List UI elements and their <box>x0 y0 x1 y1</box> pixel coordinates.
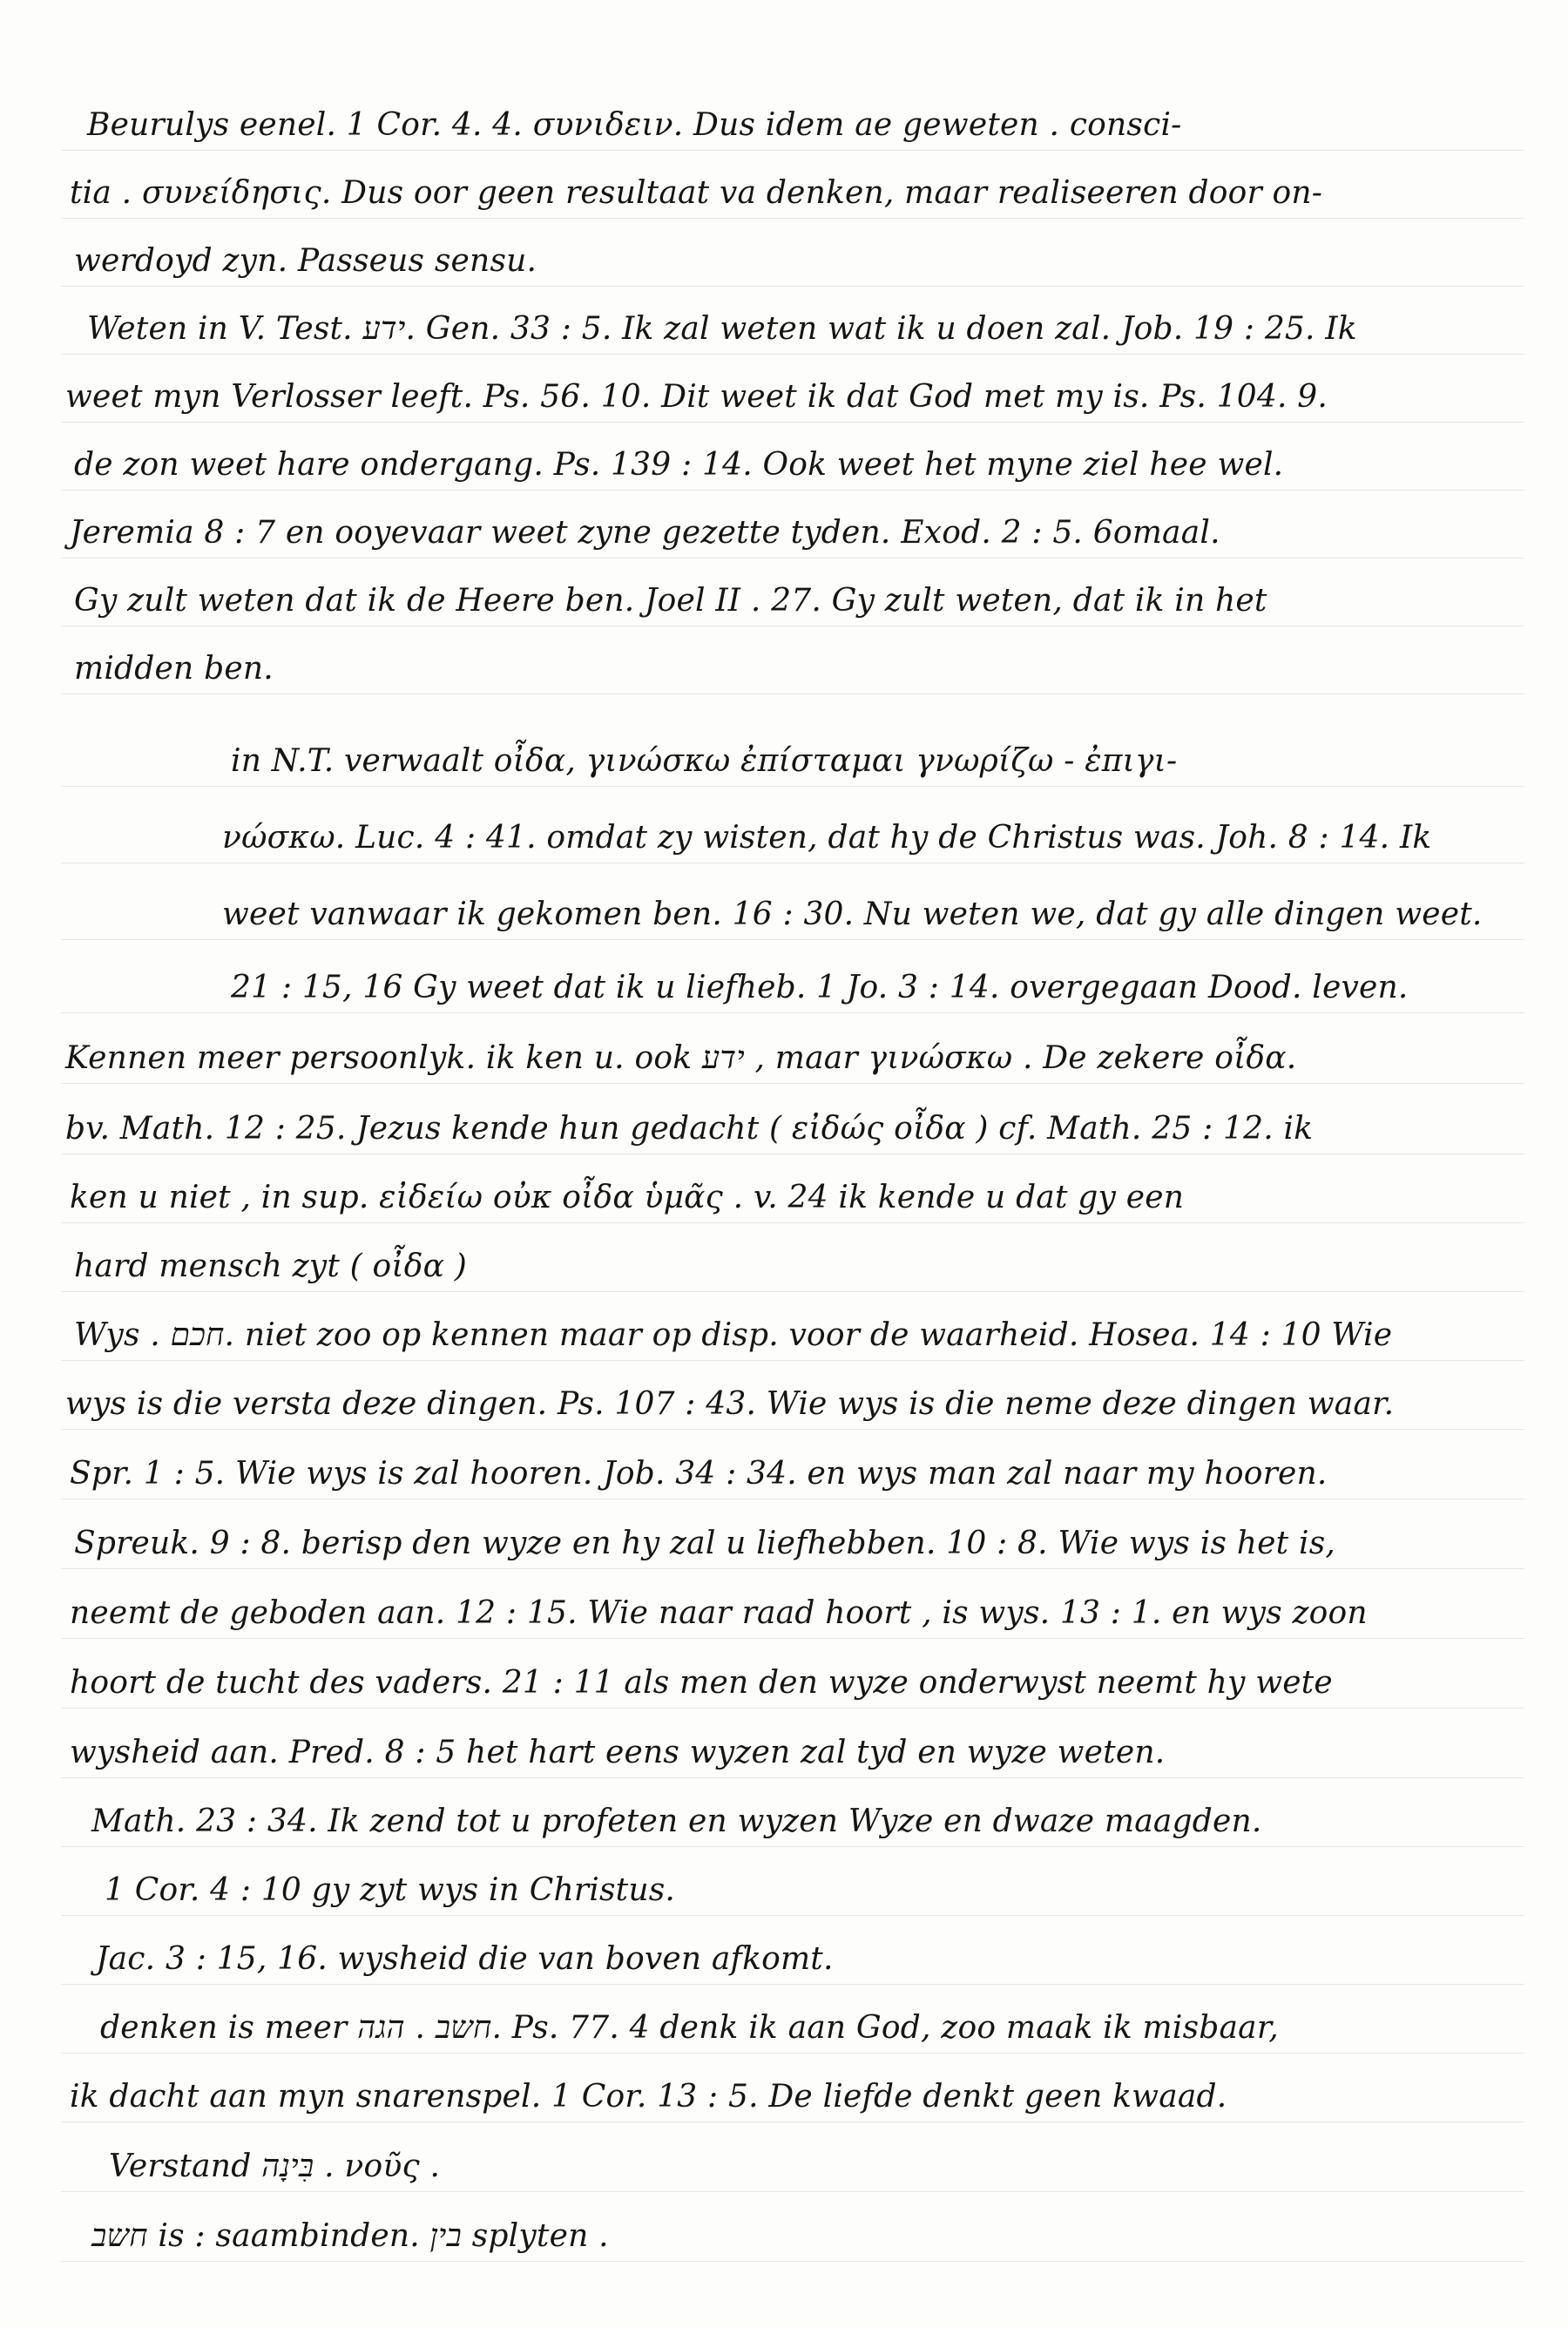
ruled-line <box>61 1429 1524 1430</box>
text-line: weet myn Verlosser leeft. Ps. 56. 10. Dit weet ik dat God met my is. Ps. 104. 9. <box>65 379 1328 415</box>
text-line: 1 Cor. 4 : 10 gy zyt wys in Christus. <box>105 1872 676 1908</box>
ruled-line <box>61 1222 1524 1223</box>
ruled-line <box>61 1638 1524 1639</box>
ruled-line <box>61 218 1524 219</box>
ruled-line <box>61 490 1524 491</box>
ruled-line <box>61 286 1524 287</box>
text-line: neemt de geboden aan. 12 : 15. Wie naar raad hoort , is wys. 13 : 1. en wys zoon <box>70 1595 1368 1631</box>
ruled-line <box>61 2261 1524 2262</box>
ruled-line <box>61 2053 1524 2054</box>
ruled-line <box>61 354 1524 355</box>
text-line: ik dacht aan myn snarenspel. 1 Cor. 13 : 5. De liefde denkt geen kwaad. <box>70 2079 1227 2115</box>
text-line: hoort de tucht des vaders. 21 : 11 als men den wyze onderwyst neemt hy wete <box>70 1665 1333 1701</box>
text-line: Wys . חכם. niet zoo op kennen maar op disp. voor de waarheid. Hosea. 14 : 10 Wie <box>74 1317 1393 1353</box>
ruled-line <box>61 1777 1524 1778</box>
ruled-line <box>61 786 1524 787</box>
text-line: in N.T. verwaalt οἶδα, γινώσκω ἐπίσταμαι γνωρίζω - ἐπιγι- <box>231 743 1178 779</box>
ruled-line <box>61 1291 1524 1292</box>
text-line: Verstand בִּינָה . νοῦς . <box>109 2149 441 2184</box>
text-line: weet vanwaar ik gekomen ben. 16 : 30. Nu weten we, dat gy alle dingen weet. <box>222 897 1483 932</box>
ruled-line <box>61 1915 1524 1916</box>
ruled-line <box>61 150 1524 151</box>
text-line: Gy zult weten dat ik de Heere ben. Joel II . 27. Gy zult weten, dat ik in het <box>74 583 1267 619</box>
text-line: tia . συνείδησις. Dus oor geen resultaat va denken, maar realiseeren door on- <box>70 175 1323 211</box>
text-line: wysheid aan. Pred. 8 : 5 het hart eens wyzen zal tyd en wyze weten. <box>70 1735 1166 1770</box>
ruled-line <box>61 1083 1524 1084</box>
text-line: Kennen meer persoonlyk. ik ken u. ook ידע , maar γινώσκω . De zekere οἶδα. <box>65 1040 1297 1076</box>
ruled-line <box>61 1012 1524 1013</box>
text-line: denken is meer חשב . הגה. Ps. 77. 4 denk ik aan God, zoo maak ik misbaar, <box>100 2010 1279 2046</box>
ruled-line <box>61 2191 1524 2192</box>
ruled-line <box>61 1984 1524 1985</box>
text-line: ken u niet , in sup. εἰδείω οὐκ οἶδα ὑμᾶς . v. 24 ik kende u dat gy een <box>70 1180 1185 1215</box>
text-line: νώσκω. Luc. 4 : 41. omdat zy wisten, dat hy de Christus was. Joh. 8 : 14. Ik <box>222 820 1432 856</box>
text-line: Spreuk. 9 : 8. berisp den wyze en hy zal u liefhebben. 10 : 8. Wie wys is het is, <box>74 1526 1336 1561</box>
ruled-line <box>61 1360 1524 1361</box>
ruled-line <box>61 939 1524 940</box>
text-line: Spr. 1 : 5. Wie wys is zal hooren. Job. 34 : 34. en wys man zal naar my hooren. <box>70 1456 1328 1492</box>
ruled-line <box>61 1568 1524 1569</box>
text-line: Weten in V. Test. ידע. Gen. 33 : 5. Ik zal weten wat ik u doen zal. Job. 19 : 25. Ik <box>87 311 1357 347</box>
text-line: Jac. 3 : 15, 16. wysheid die van boven afkomt. <box>96 1941 834 1977</box>
text-line: de zon weet hare ondergang. Ps. 139 : 14. Ook weet het myne ziel hee wel. <box>74 447 1284 483</box>
text-line: חשב is : saambinden. בין splyten . <box>91 2218 609 2254</box>
ruled-line <box>61 1846 1524 1847</box>
text-line: Jeremia 8 : 7 en ooyevaar weet zyne gezette tyden. Exod. 2 : 5. 6omaal. <box>70 515 1220 551</box>
text-line: Beurulys eenel. 1 Cor. 4. 4. συνιδειν. Dus idem ae geweten . consci- <box>87 107 1182 143</box>
text-line: midden ben. <box>74 651 274 687</box>
ruled-line <box>61 422 1524 423</box>
text-line: werdoyd zyn. Passeus sensu. <box>74 243 537 279</box>
text-line: wys is die versta deze dingen. Ps. 107 : 43. Wie wys is die neme deze dingen waar. <box>65 1386 1395 1422</box>
text-line: hard mensch zyt ( οἶδα ) <box>74 1249 468 1284</box>
text-line: 21 : 15, 16 Gy weet dat ik u liefheb. 1 Jo. 3 : 14. overgegaan Dood. leven. <box>231 970 1409 1005</box>
ruled-line <box>61 1708 1524 1709</box>
text-line: Math. 23 : 34. Ik zend tot u profeten en wyzen Wyze en dwaze maagden. <box>91 1804 1262 1839</box>
text-line: bv. Math. 12 : 25. Jezus kende hun gedacht ( εἰδώς οἶδα ) cf. Math. 25 : 12. ik <box>65 1111 1314 1147</box>
